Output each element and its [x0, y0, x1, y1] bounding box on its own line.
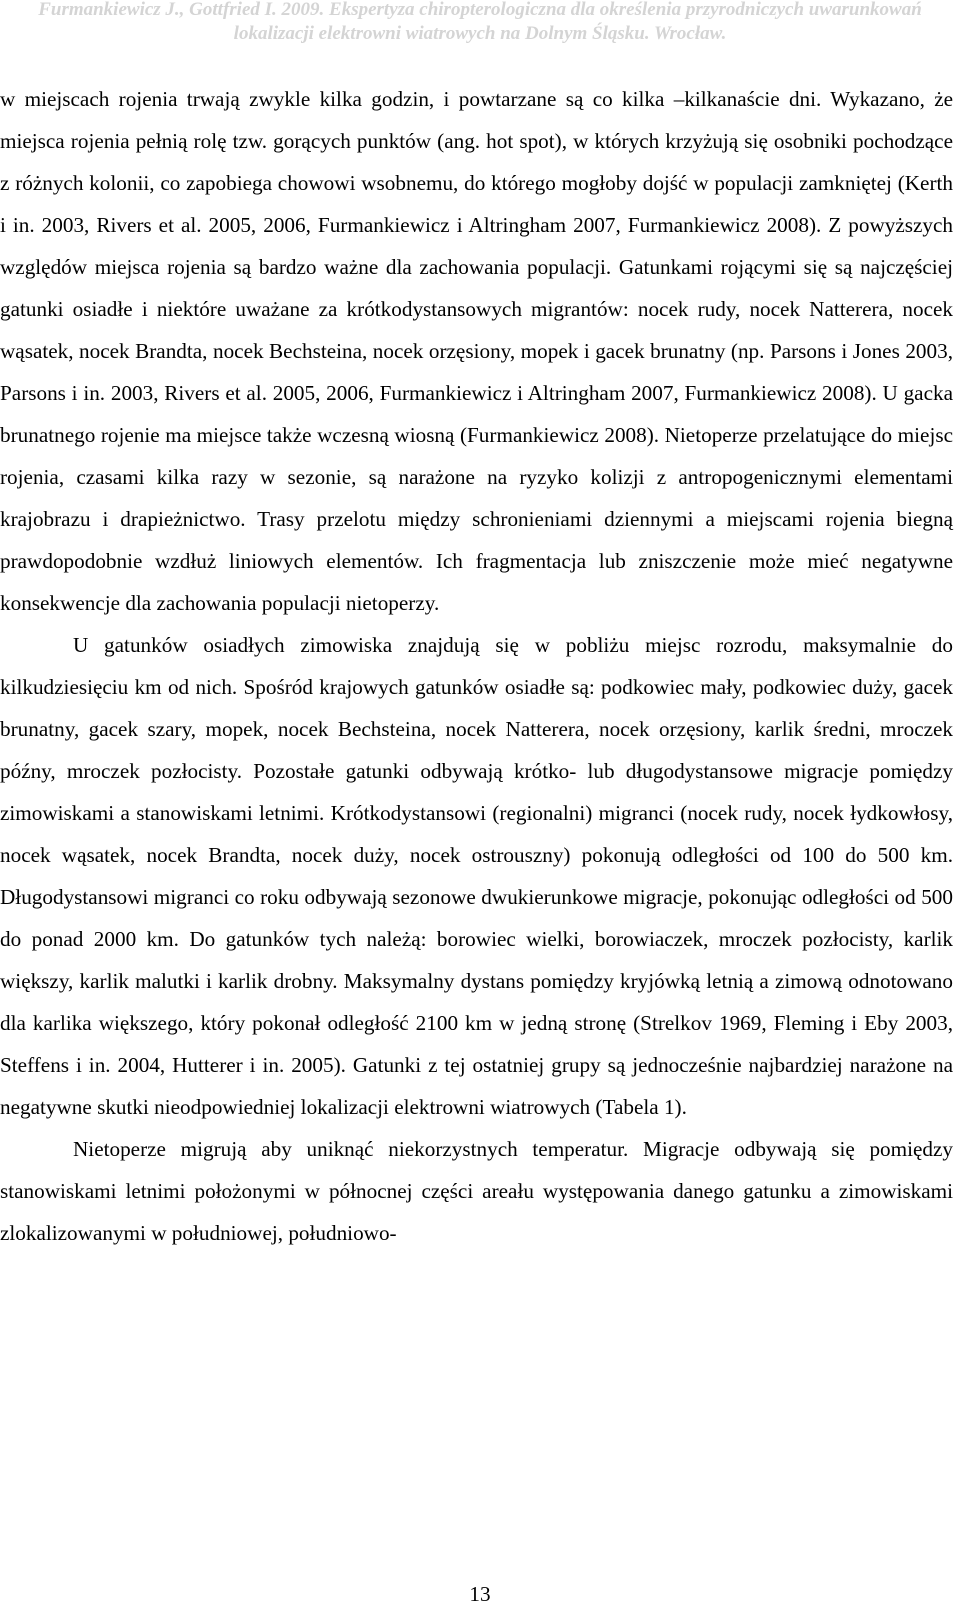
running-header	[0, 0, 960, 72]
page-number: 13	[469, 1582, 491, 1606]
body-text	[0, 78, 953, 1254]
paragraph-2: U gatunków osiadłych zimowiska znajdują się w pobliżu miejsc rozrodu, maksymalnie do kilkudziesięciu km od nich. Spośród krajowych gatunków osiadłe są: podkowiec mały, podkowiec duży, gacek brunatny, gacek szary, mopek, nocek Bechsteina, nocek Natterera, nocek orzęsiony, karlik średni, mroczek późny, mroczek pozłocisty. Pozostałe gatunki odbywają krótko- lub długodystansowe migracje pomiędzy zimowiskami a stanowiskami letnimi. Krótkodystansowi (regionalni) migranci (nocek rudy, nocek łydkowłosy, nocek wąsatek, nocek Brandta, nocek duży, nocek ostrouszny) pokonują odległości od 100 do 500 km. Długodystansowi migranci co roku odbywają sezonowe dwukierunkowe migracje, pokonując odległości od 500 do ponad 2000 km. Do gatunków tych należą: borowiec wielki, borowiaczek, mroczek pozłocisty, karlik większy, karlik malutki i karlik drobny. Maksymalny dystans pomiędzy kryjówką letnią a zimową odnotowano dla karlika większego, który pokonał odległość 2100 km w jedną stronę (Strelkov 1969, Fleming i Eby 2003, Steffens i in. 2004, Hutterer i in. 2005). Gatunki z tej ostatniej grupy są jednocześnie najbardziej narażone na negatywne skutki nieodpowiedniej lokalizacji elektrowni wiatrowych (Tabela 1).	[0, 633, 953, 1119]
header-line-2: lokalizacji elektrowni wiatrowych na Dolnym Śląsku. Wrocław.	[233, 23, 727, 44]
paragraph-3: Nietoperze migrują aby uniknąć niekorzystnych temperatur. Migracje odbywają się pomiędzy stanowiskami letnimi położonymi w północnej części areału występowania danego gatunku a zimowiskami zlokalizowanymi w południowej, południowo-	[0, 1137, 953, 1245]
paragraph-1: w miejscach rojenia trwają zwykle kilka godzin, i powtarzane są co kilka –kilkanaście dni. Wykazano, że miejsca rojenia pełnią rolę tzw. gorących punktów (ang. hot spot), w których krzyżują się osobniki pochodzące z różnych kolonii, co zapobiega chowowi wsobnemu, do którego mogłoby dojść w populacji zamkniętej (Kerth i in. 2003, Rivers et al. 2005, 2006, Furmankiewicz i Altringham 2007, Furmankiewicz 2008). Z powyższych względów miejsca rojenia są bardzo ważne dla zachowania populacji. Gatunkami rojącymi się są najczęściej gatunki osiadłe i niektóre uważane za krótkodystansowych migrantów: nocek rudy, nocek Natterera, nocek wąsatek, nocek Brandta, nocek Bechsteina, nocek orzęsiony, mopek i gacek brunatny (np. Parsons i Jones 2003, Parsons i in. 2003, Rivers et al. 2005, 2006, Furmankiewicz i Altringham 2007, Furmankiewicz 2008). U gacka brunatnego rojenie ma miejsce także wczesną wiosną (Furmankiewicz 2008). Nietoperze przelatujące do miejsc rojenia, czasami kilka razy w sezonie, są narażone na ryzyko kolizji z antropogenicznymi elementami krajobrazu i drapieżnictwo. Trasy przelotu między schronieniami dziennymi a miejscami rojenia biegną prawdopodobnie wzdłuż liniowych elementów. Ich fragmentacja lub zniszczenie może mieć negatywne konsekwencje dla zachowania populacji nietoperzy.	[0, 87, 953, 615]
header-line-1: Furmankiewicz J., Gottfried I. 2009. Ekspertyza chiropterologiczna dla określenia przyrodniczych uwarunkowań	[38, 0, 922, 20]
